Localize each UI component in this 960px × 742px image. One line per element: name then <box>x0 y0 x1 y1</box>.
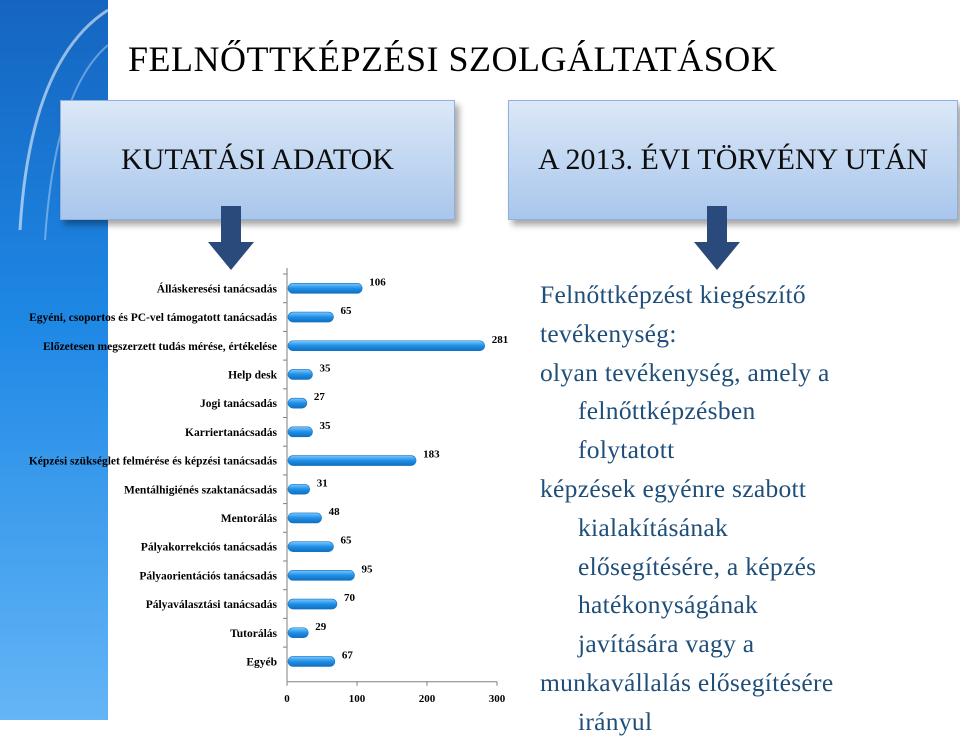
category-label: Help desk <box>228 369 277 382</box>
definition-line: folytatott <box>578 435 675 465</box>
bar <box>288 283 362 293</box>
definition-line: elősegítésére, a képzés <box>578 551 817 581</box>
data-label: 29 <box>315 620 327 633</box>
x-tick-label: 100 <box>348 692 366 705</box>
down-arrow-right-icon <box>692 206 742 272</box>
category-label: Álláskeresési tanácsadás <box>156 283 277 296</box>
category-label: Képzési szükséglet felmérése és képzési tanácsadás <box>28 455 277 468</box>
category-label: Tutorálás <box>230 627 277 640</box>
page-title: FELNŐTTKÉPZÉSI SZOLGÁLTATÁSOK <box>128 39 778 79</box>
data-label: 35 <box>319 419 331 432</box>
definition-line: olyan tevékenység, amely a <box>540 357 830 387</box>
x-tick-label: 200 <box>418 692 436 705</box>
bar-chart <box>0 260 520 720</box>
definition-line: felnőttképzésben <box>578 396 756 426</box>
definition-line: Felnőttképzést kiegészítő <box>540 280 806 309</box>
plot-area <box>29 268 508 705</box>
definition-line: tevékenység: <box>540 318 677 348</box>
data-label: 281 <box>491 333 509 346</box>
data-label: 31 <box>316 477 328 490</box>
definition-line: munkavállalás elősegítésére <box>540 667 834 697</box>
bar <box>288 484 310 494</box>
data-label: 65 <box>340 305 352 318</box>
definition-line: javítására vagy a <box>578 629 755 659</box>
category-label: Egyéb <box>246 656 277 669</box>
definition-line: képzések egyénre szabott <box>540 473 807 503</box>
category-label: Mentorálás <box>220 512 277 525</box>
data-label: 48 <box>328 505 340 518</box>
law-2013-box <box>508 100 958 220</box>
data-label: 95 <box>361 563 373 576</box>
definition-line: hatékonyságának <box>578 590 759 620</box>
definition-line: kialakításának <box>578 512 729 542</box>
bar <box>288 398 307 408</box>
category-label: Karriertanácsadás <box>185 426 277 439</box>
data-label: 35 <box>319 362 331 375</box>
data-label: 106 <box>369 276 386 289</box>
bar <box>288 656 335 666</box>
category-label: Pályaválasztási tanácsadás <box>145 599 277 612</box>
category-label: Előzetesen megszerzett tudás mérése, értékelése <box>42 340 277 353</box>
definition-text <box>540 276 958 742</box>
data-label: 70 <box>344 592 355 605</box>
bar <box>288 312 334 322</box>
research-data-box <box>60 100 455 220</box>
data-label: 183 <box>423 448 440 461</box>
bar <box>288 628 308 638</box>
bar <box>288 542 334 552</box>
bar <box>288 570 355 580</box>
bar <box>288 341 485 351</box>
x-tick-label: 300 <box>488 692 506 705</box>
definition-line: irányul <box>578 706 653 736</box>
category-label: Pályakorrekciós tanácsadás <box>140 541 277 554</box>
bar <box>288 369 313 379</box>
law-2013-label: A 2013. ÉVI TÖRVÉNY UTÁN <box>537 142 929 176</box>
category-label: Mentálhigiénés szaktanácsadás <box>123 484 277 497</box>
category-label: Pályaorientációs tanácsadás <box>139 570 277 583</box>
category-label: Jogi tanácsadás <box>200 398 277 411</box>
bar <box>288 427 313 437</box>
x-tick-label: 0 <box>284 692 290 705</box>
bar <box>288 513 322 523</box>
data-label: 65 <box>340 534 352 547</box>
data-label: 67 <box>341 649 353 662</box>
category-label: Egyéni, csoportos és PC-vel támogatott tanácsadás <box>29 312 277 325</box>
bar <box>288 456 416 466</box>
data-label: 27 <box>313 391 325 404</box>
research-data-label: KUTATÁSI ADATOK <box>121 142 394 176</box>
bar <box>288 599 337 609</box>
